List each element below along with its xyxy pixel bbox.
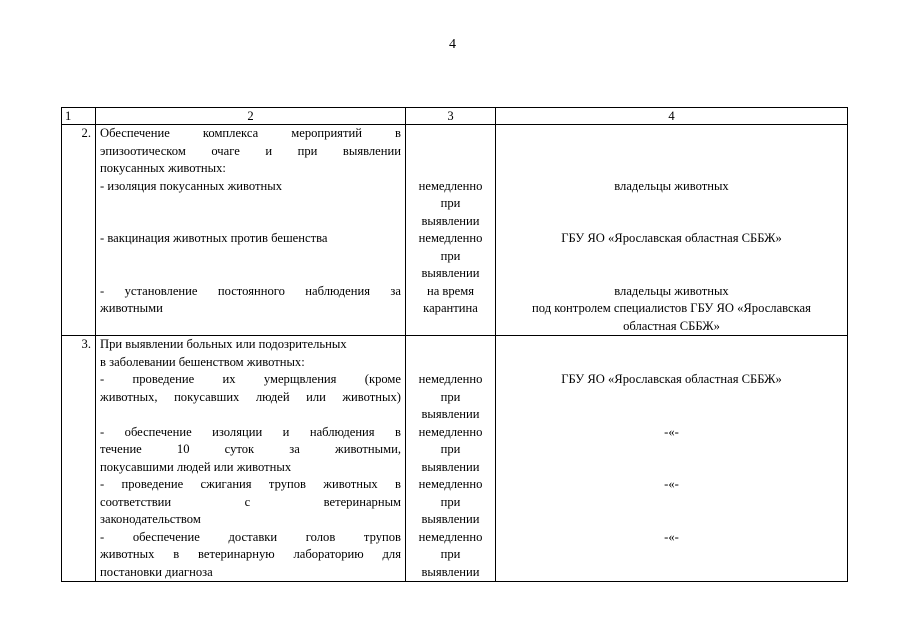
responsible-text-line: -«- — [664, 477, 679, 491]
deadline-text-line: выявлении — [421, 213, 480, 228]
measure-text-line: эпизоотическом очаге и при выявлении — [100, 143, 401, 158]
measure-text-line: постановки диагноза — [100, 564, 213, 579]
responsible-text-line: владельцы животных — [614, 178, 729, 193]
responsible-text-line — [500, 248, 843, 266]
deadline-text-line — [410, 318, 491, 336]
measure-text-line — [100, 265, 401, 283]
responsible-text-line: -«- — [664, 529, 679, 544]
page-number: 4 — [449, 37, 456, 52]
measure-cell — [96, 336, 406, 582]
responsible-text-line — [500, 160, 843, 178]
measure-text-line — [100, 213, 401, 231]
deadline-text-line: при — [440, 547, 461, 561]
deadline-text-line: при — [440, 494, 461, 509]
responsible-text-line — [500, 546, 843, 564]
responsible-text-line — [500, 354, 843, 372]
responsible-text-line — [500, 143, 843, 161]
responsible-text-line: ГБУ ЯО «Ярославская областная СББЖ» — [561, 231, 782, 245]
responsible-text-line — [500, 406, 843, 424]
deadline-text-line: выявлении — [421, 266, 480, 280]
column-header-1: 1 — [62, 108, 96, 125]
table-row — [62, 125, 848, 336]
deadline-text-line: при — [440, 248, 461, 263]
deadline-text-line: выявлении — [421, 407, 480, 421]
deadline-text-line: при — [440, 196, 461, 210]
measure-text-line — [100, 406, 401, 424]
deadline-text-line: немедленно — [418, 529, 483, 544]
row-number: 2. — [81, 126, 91, 140]
row-number-cell — [62, 125, 96, 336]
deadline-text-line — [410, 354, 491, 372]
deadline-text-line: карантина — [423, 301, 478, 315]
responsible-text-line — [500, 511, 843, 529]
measure-text-line: животными — [100, 301, 163, 315]
responsible-cell — [496, 125, 848, 336]
measure-text-line: в заболевании бешенством животных: — [100, 354, 305, 369]
measure-text-line: - обеспечение доставки голов трупов — [100, 529, 401, 544]
measure-text-line: животных, покусавших людей или животных) — [100, 389, 401, 404]
responsible-text-line — [500, 213, 843, 231]
measure-text-line: животных в ветеринарную лабораторию для — [100, 547, 401, 561]
measure-text-line: - проведение их умерщвления (кроме — [100, 372, 401, 386]
measure-text-line: - вакцинация животных против бешенства — [100, 231, 328, 245]
measure-text-line: - изоляция покусанных животных — [100, 178, 283, 193]
row-number: 3. — [81, 337, 91, 351]
measure-text-line: Обеспечение комплекса мероприятий в — [100, 126, 401, 140]
deadline-text-line: выявлении — [421, 459, 480, 474]
responsible-cell — [496, 336, 848, 582]
measures-table — [61, 107, 848, 582]
measure-text-line: соответствии с ветеринарным — [100, 494, 401, 509]
deadline-text-line: немедленно — [418, 424, 483, 439]
responsible-text-line: под контролем специалистов ГБУ ЯО «Ярославская — [532, 301, 811, 315]
measure-text-line: - проведение сжигания трупов животных в — [100, 477, 401, 491]
measure-text-line: - установление постоянного наблюдения за — [100, 283, 401, 298]
measure-text-line: законодательством — [100, 512, 201, 526]
deadline-text-line: на время — [426, 283, 475, 298]
measure-text-line — [100, 248, 401, 266]
measure-text-line: - обеспечение изоляции и наблюдения в — [100, 424, 401, 439]
table-row — [62, 336, 848, 582]
responsible-text-line: владельцы животных — [614, 283, 729, 298]
responsible-text-line: -«- — [664, 424, 679, 439]
deadline-text-line: немедленно — [418, 178, 483, 193]
deadline-text-line — [410, 125, 491, 143]
measure-text-line: покусанных животных: — [100, 161, 226, 175]
responsible-text-line — [500, 336, 843, 354]
column-header-3: 3 — [406, 108, 496, 125]
deadline-text-line: при — [440, 389, 461, 404]
responsible-text-line — [500, 441, 843, 459]
responsible-text-line — [500, 125, 843, 143]
responsible-text-line — [500, 195, 843, 213]
measure-text-line: При выявлении больных или подозрительных — [100, 337, 347, 351]
measure-text-line — [100, 318, 401, 336]
measure-cell — [96, 125, 406, 336]
responsible-text-line: ГБУ ЯО «Ярославская областная СББЖ» — [561, 372, 782, 386]
column-header-2: 2 — [96, 108, 406, 125]
responsible-text-line — [500, 494, 843, 512]
measure-text-line: покусавшими людей или животных — [100, 459, 292, 474]
responsible-text-line — [500, 265, 843, 283]
deadline-cell — [406, 336, 496, 582]
table-header-row — [62, 108, 848, 125]
deadline-text-line: выявлении — [421, 512, 480, 526]
deadline-text-line — [410, 160, 491, 178]
measure-text-line: течение 10 суток за животными, — [100, 442, 401, 456]
responsible-text-line — [500, 389, 843, 407]
responsible-text-line — [500, 564, 843, 582]
column-header-4: 4 — [496, 108, 848, 125]
deadline-text-line: при — [440, 442, 461, 456]
deadline-text-line — [410, 336, 491, 354]
row-number-cell — [62, 336, 96, 582]
deadline-text-line: выявлении — [421, 564, 480, 579]
deadline-text-line — [410, 143, 491, 161]
responsible-text-line: областная СББЖ» — [623, 318, 720, 333]
deadline-cell — [406, 125, 496, 336]
responsible-text-line — [500, 459, 843, 477]
deadline-text-line: немедленно — [418, 372, 483, 386]
deadline-text-line: немедленно — [418, 231, 483, 245]
measure-text-line — [100, 195, 401, 213]
deadline-text-line: немедленно — [418, 477, 483, 491]
